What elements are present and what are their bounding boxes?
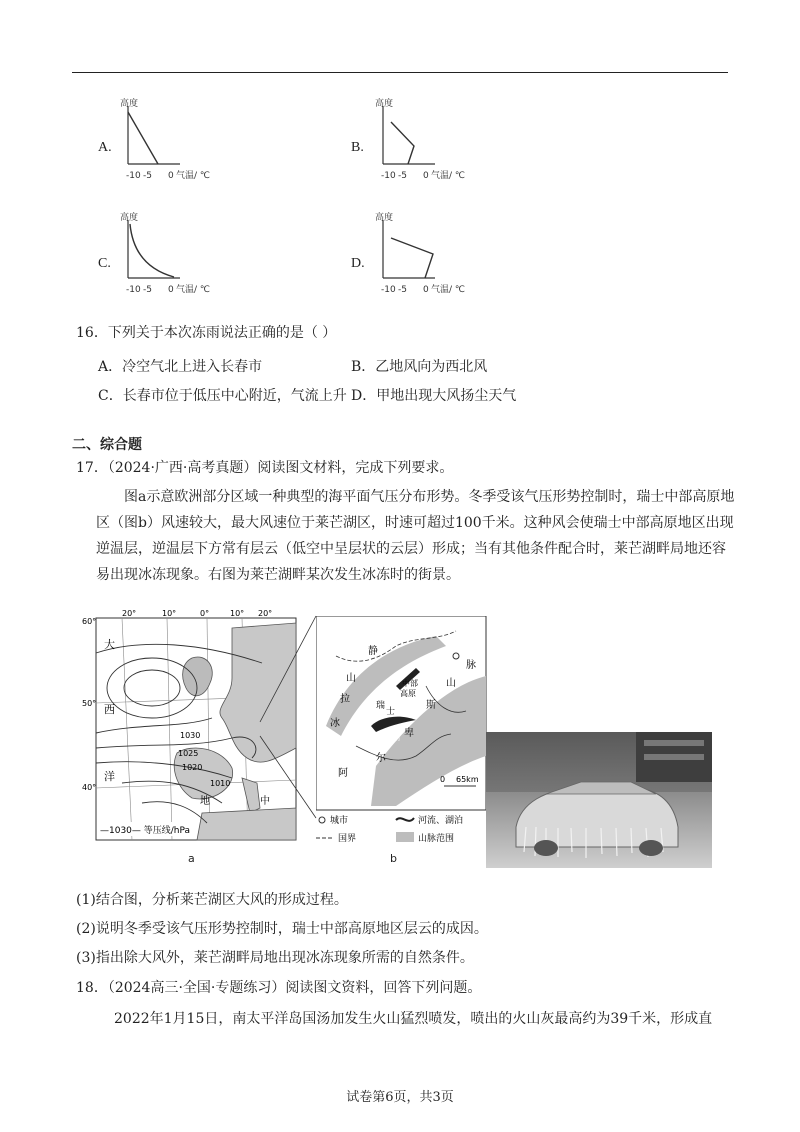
question-18-stem: 18．（2024高三·全国·专题练习）阅读图文资料，回答下列问题。: [76, 980, 482, 996]
x-axis-label: 气温/ ℃: [176, 285, 211, 295]
place-label: 西: [104, 703, 115, 716]
x-tick: -10: [381, 171, 396, 181]
x-tick: -10: [381, 285, 396, 295]
y-axis-label: 高度: [375, 213, 394, 223]
x-tick: -5: [143, 285, 152, 295]
map-label: 斯: [426, 700, 436, 711]
question-17-stem: 17．（2024·广西·高考真题）阅读图文材料，完成下列要求。: [76, 460, 454, 476]
map-label: 山: [346, 673, 356, 684]
option-c-label: C.: [98, 256, 111, 271]
legend-mountain: 山脉范围: [418, 834, 455, 844]
x-tick: -10: [126, 285, 141, 295]
x-tick: -10: [126, 171, 141, 181]
figure-b-caption: b: [390, 852, 397, 865]
scale-label: 65km: [456, 775, 479, 784]
lat-label: 50°: [82, 699, 97, 708]
map-label: 卑: [404, 728, 414, 739]
scale-label: 0: [440, 775, 446, 784]
section-title: 二、综合题: [72, 437, 142, 453]
lon-label: 10°: [230, 609, 245, 618]
x-axis-label: 气温/ ℃: [431, 171, 466, 181]
option-a-chart: [118, 94, 238, 184]
question-17-material: 图a示意欧洲部分区域一种典型的海平面气压分布形势。冬季受该气压形势控制时，瑞士中部高原地区（图b）风速较大，最大风速位于莱芒湖区，时速可超过100千米。这种风会使瑞士中部高原地区出现逆温层，逆温层下方常有层云（低空中呈层状的云层）形成；当有其他条件配合时，莱芒湖畔局地还容易出现冰冻现象。右图为莱芒湖畔某次发生冰冻时的街景。: [96, 489, 735, 583]
q17-sub3: (3)指出除大风外，莱芒湖畔局地出现冰冻现象所需的自然条件。: [76, 950, 474, 966]
lon-label: 0°: [200, 609, 210, 618]
map-label: 冰: [330, 718, 340, 729]
option-d-chart: [373, 208, 493, 298]
q16-option-d: D．甲地出现大风扬尘天气: [351, 388, 517, 404]
lon-label: 20°: [258, 609, 273, 618]
legend-city: 城市: [330, 816, 349, 826]
place-label: 地: [200, 796, 210, 807]
isobar-label: 1020: [182, 763, 203, 772]
legend-border: 国界: [338, 834, 357, 844]
figure-a-caption: a: [188, 852, 195, 865]
header-rule: [72, 72, 728, 73]
place-label: 洋: [104, 770, 115, 783]
x-tick: 0: [168, 285, 174, 295]
legend-river: 河流、湖泊: [418, 816, 464, 826]
lon-label: 10°: [162, 609, 177, 618]
q16-option-a: A．冷空气北上进入长春市: [98, 359, 263, 375]
map-label: 瑞: [376, 701, 386, 711]
map-label: 拉: [340, 694, 350, 705]
map-label: 脉: [466, 660, 476, 671]
isobar-label: 1025: [178, 749, 199, 758]
isobar-label: 1010: [210, 779, 231, 788]
temperature-profile-line: [391, 238, 433, 278]
frozen-car-photo: [486, 732, 712, 868]
question-18-material: 2022年1月15日，南太平洋岛国汤加发生火山猛烈喷发，喷出的火山灰最高约为39千米，形成直: [114, 1011, 713, 1027]
y-axis-label: 高度: [120, 213, 139, 223]
y-axis-label: 高度: [120, 99, 139, 109]
lat-label: 60°: [82, 617, 97, 626]
map-label: 士: [386, 707, 396, 717]
q16-option-b: B．乙地风向为西北风: [351, 359, 488, 375]
page-footer: 试卷第6页，共3页: [346, 1090, 454, 1105]
question-16-stem: 16．下列关于本次冻雨说法正确的是（ ）: [76, 325, 337, 341]
map-label: 静: [368, 646, 378, 657]
x-axis-label: 气温/ ℃: [431, 285, 466, 295]
q17-sub1: (1)结合图，分析莱芒湖区大风的形成过程。: [76, 892, 348, 908]
option-d-label: D.: [351, 256, 365, 271]
option-b-label: B.: [351, 140, 364, 155]
x-axis-label: 气温/ ℃: [176, 171, 211, 181]
q16-option-c: C．长春市位于低压中心附近，气流上升: [98, 388, 347, 404]
temperature-profile-line: [391, 122, 414, 164]
y-axis-label: 高度: [375, 99, 394, 109]
map-legend: —1030— 等压线/hPa: [100, 826, 191, 836]
map-label: 阿: [338, 768, 348, 779]
map-label: 高原: [400, 689, 416, 698]
lon-label: 20°: [122, 609, 137, 618]
map-label: 中部: [402, 679, 418, 688]
option-b-chart: [373, 94, 493, 184]
map-label: 莱芒湖: [376, 733, 400, 742]
x-tick: -5: [398, 285, 407, 295]
temperature-profile-line: [128, 112, 158, 164]
map-label: 山: [446, 678, 456, 689]
x-tick: -5: [398, 171, 407, 181]
x-tick: 0: [423, 285, 429, 295]
temperature-profile-line: [130, 224, 174, 277]
x-tick: -5: [143, 171, 152, 181]
figure-b-swiss-map: [316, 616, 492, 856]
place-label: 中: [260, 796, 270, 807]
x-tick: 0: [168, 171, 174, 181]
isobar-label: 1030: [180, 731, 201, 740]
option-a-label: A.: [98, 140, 112, 155]
q17-sub2: (2)说明冬季受该气压形势控制时，瑞士中部高原地区层云的成因。: [76, 921, 488, 937]
x-tick: 0: [423, 171, 429, 181]
zoom-connector: [250, 612, 320, 822]
map-label: 尔: [376, 753, 386, 764]
lat-label: 40°: [82, 783, 97, 792]
place-label: 大: [104, 638, 115, 651]
option-c-chart: [118, 208, 238, 298]
